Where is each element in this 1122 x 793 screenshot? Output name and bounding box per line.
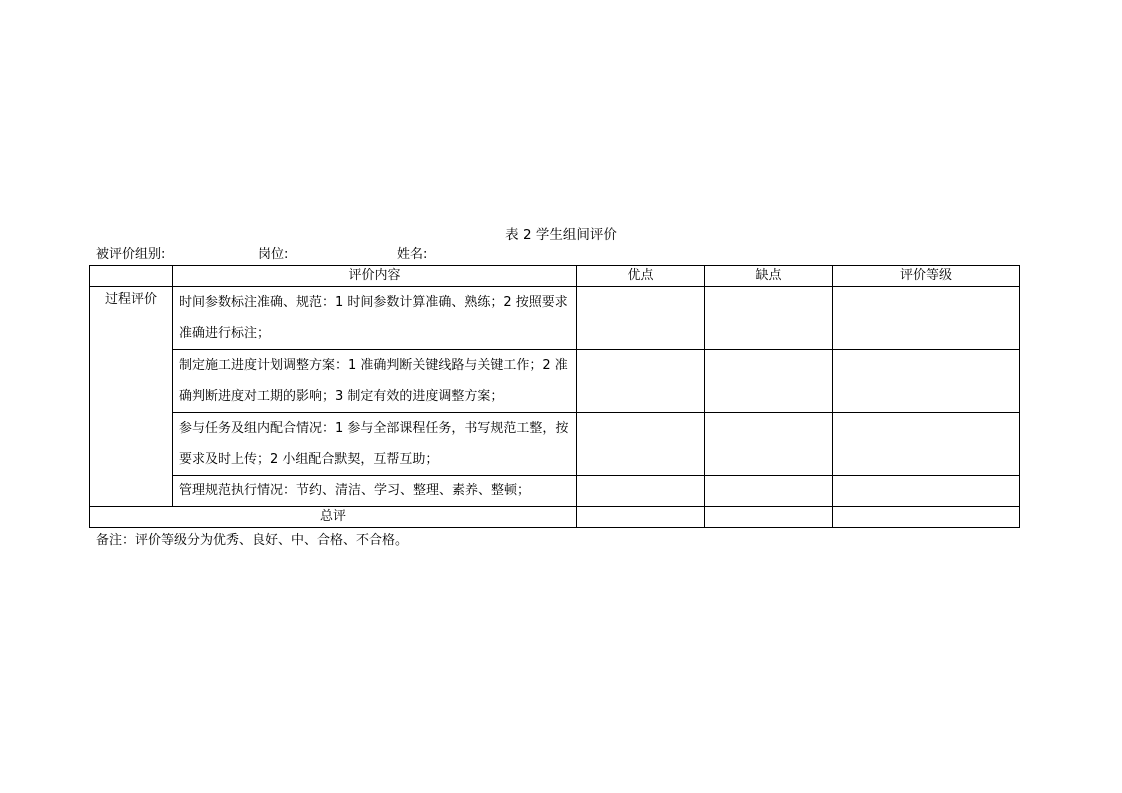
header-strengths: 优点 (577, 266, 705, 287)
row-strengths-cell[interactable] (577, 287, 705, 350)
table-row (90, 476, 1020, 507)
header-content: 评价内容 (173, 266, 577, 287)
row-content: 制定施工进度计划调整方案：1 准确判断关键线路与关键工作；2 准确判断进度对工期的影响；3 制定有效的进度调整方案； (173, 350, 577, 413)
row-grade-cell[interactable] (833, 350, 1020, 413)
summary-weaknesses-cell[interactable] (705, 507, 833, 528)
row-weaknesses-cell[interactable] (705, 287, 833, 350)
summary-label: 总评 (90, 507, 577, 528)
summary-strengths-cell[interactable] (577, 507, 705, 528)
remark-note: 备注：评价等级分为优秀、良好、中、合格、不合格。 (96, 533, 409, 548)
row-grade-cell[interactable] (833, 476, 1020, 507)
row-strengths-cell[interactable] (577, 413, 705, 476)
position-label: 岗位: (258, 247, 289, 262)
header-weaknesses: 缺点 (705, 266, 833, 287)
evaluation-table (89, 265, 1020, 528)
evaluated-group-label: 被评价组别: (96, 247, 166, 262)
table-header-row (90, 266, 1020, 287)
row-content: 时间参数标注准确、规范：1 时间参数计算准确、熟练；2 按照要求准确进行标注； (173, 287, 577, 350)
row-grade-cell[interactable] (833, 287, 1020, 350)
row-content: 管理规范执行情况：节约、清洁、学习、整理、素养、整顿； (173, 476, 577, 507)
row-strengths-cell[interactable] (577, 476, 705, 507)
header-grade: 评价等级 (833, 266, 1020, 287)
summary-row (90, 507, 1020, 528)
row-weaknesses-cell[interactable] (705, 413, 833, 476)
name-label: 姓名: (397, 247, 428, 262)
header-blank-cell (90, 266, 173, 287)
row-grade-cell[interactable] (833, 413, 1020, 476)
table-row (90, 287, 1020, 350)
table-row (90, 350, 1020, 413)
row-content: 参与任务及组内配合情况：1 参与全部课程任务，书写规范工整，按要求及时上传；2 小组配合默契，互帮互助； (173, 413, 577, 476)
row-strengths-cell[interactable] (577, 350, 705, 413)
table-row (90, 413, 1020, 476)
summary-grade-cell[interactable] (833, 507, 1020, 528)
table-title: 表 2 学生组间评价 (505, 227, 617, 243)
category-process-evaluation: 过程评价 (90, 287, 173, 507)
row-weaknesses-cell[interactable] (705, 476, 833, 507)
row-weaknesses-cell[interactable] (705, 350, 833, 413)
